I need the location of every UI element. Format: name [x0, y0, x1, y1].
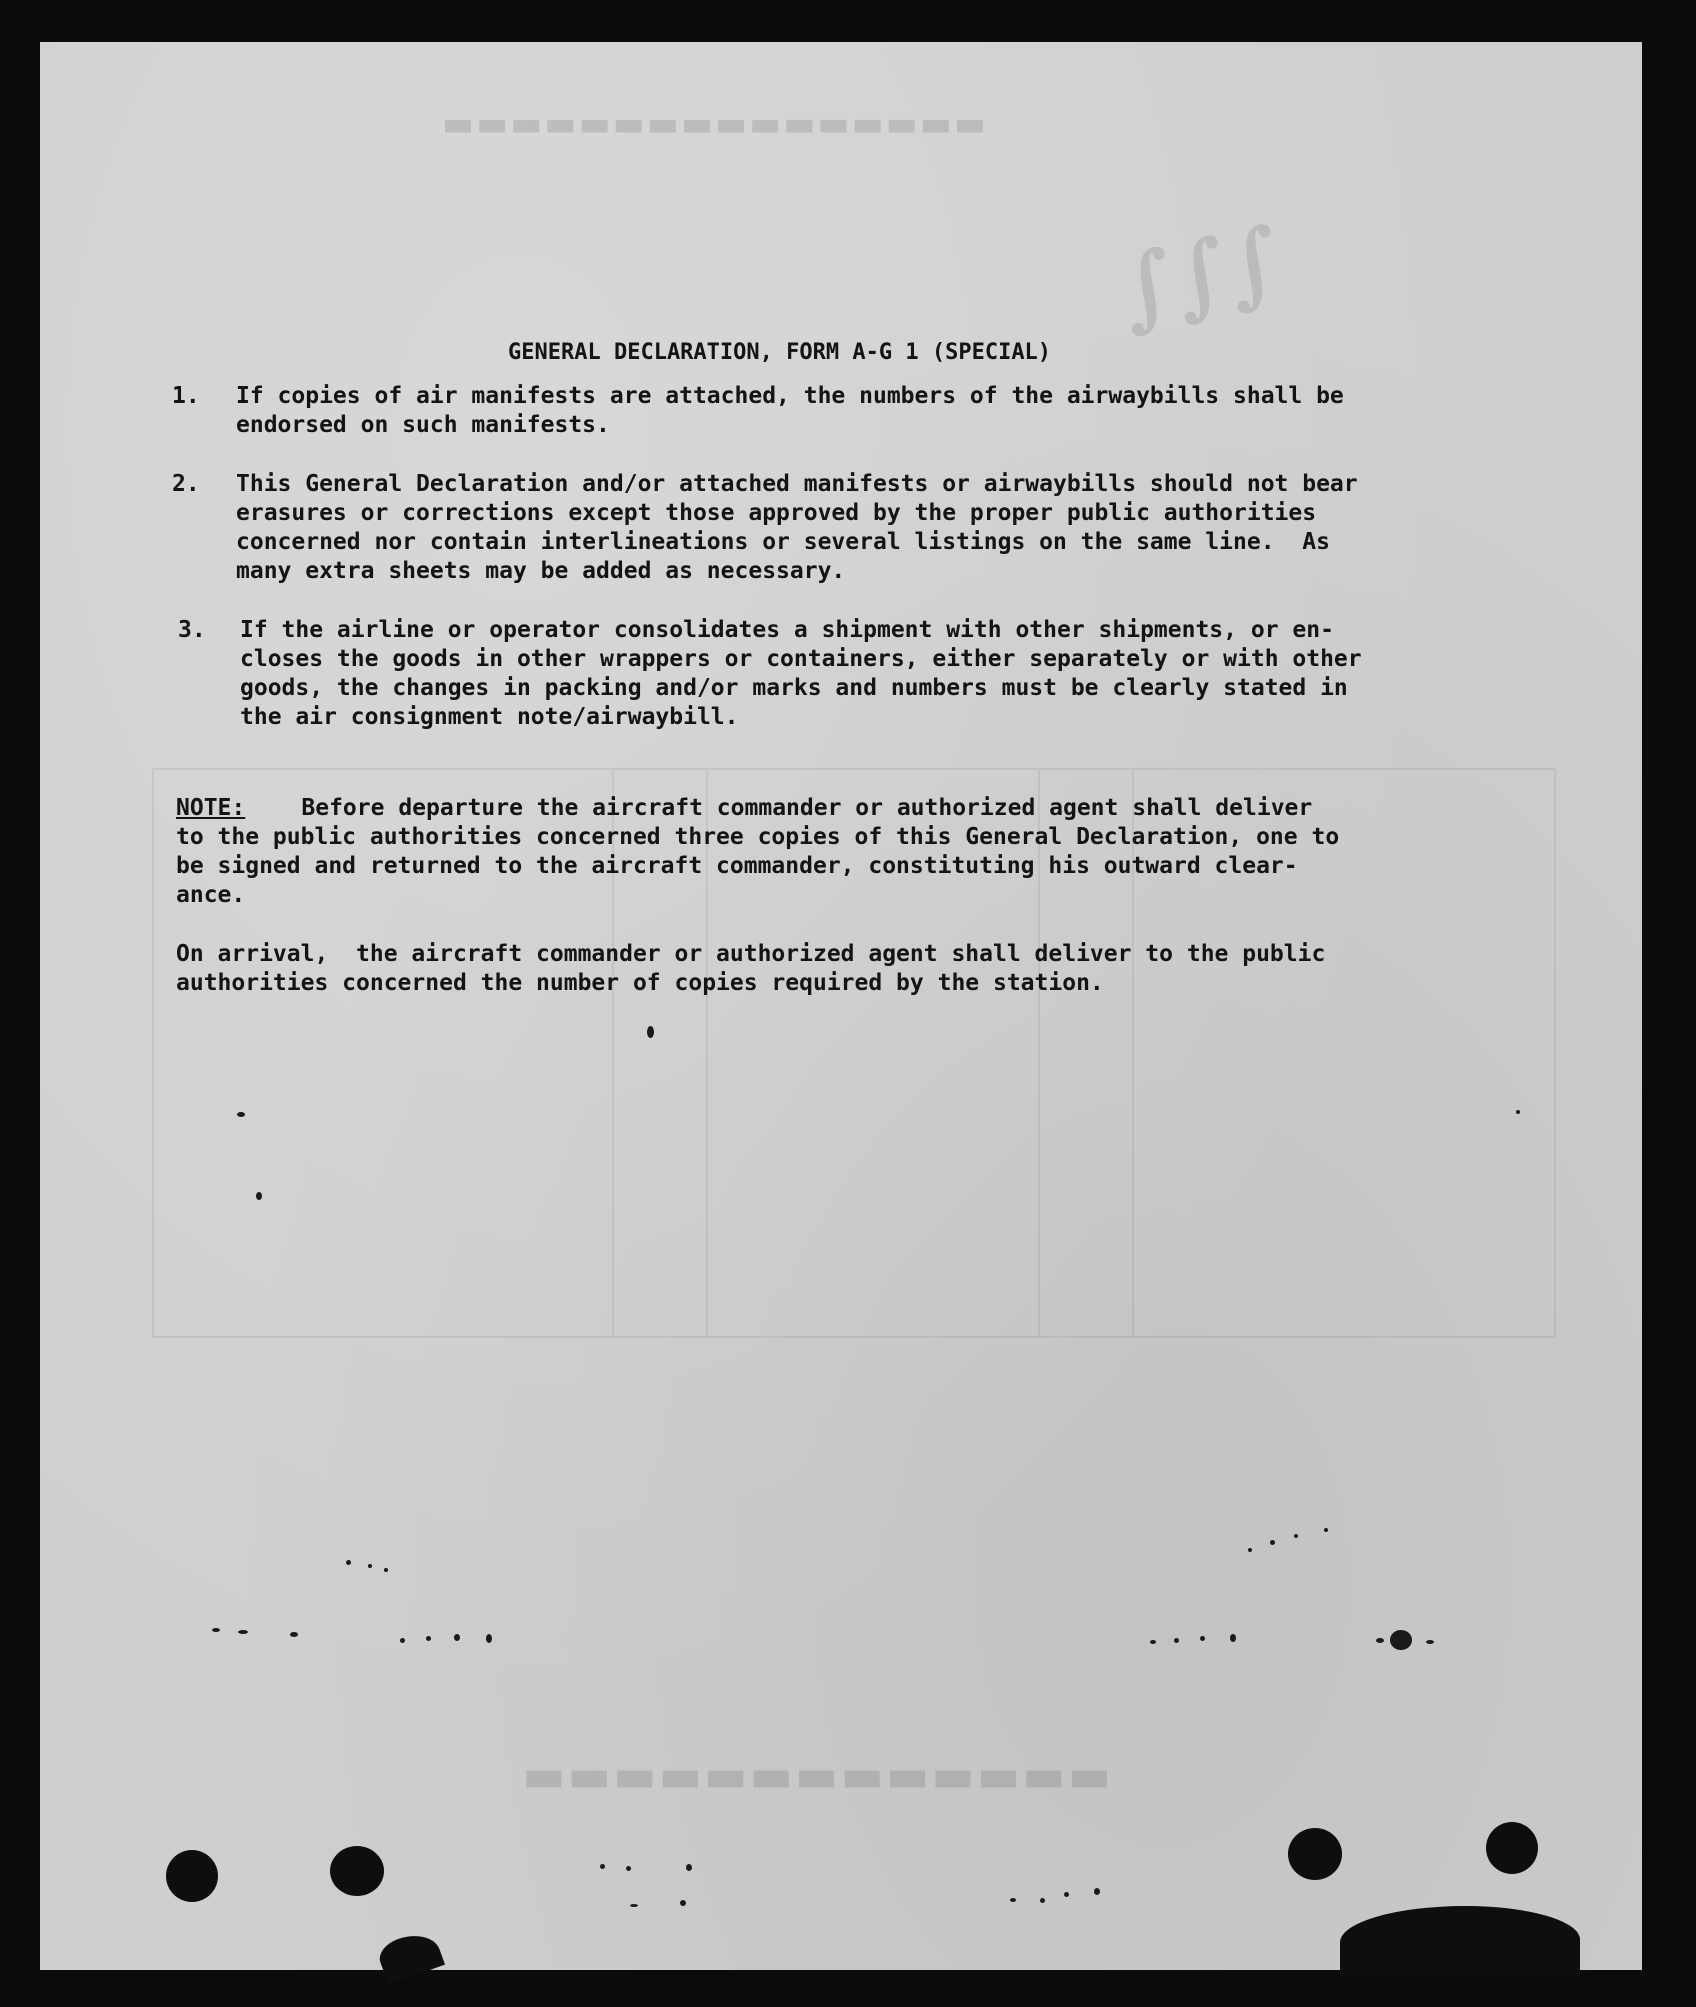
item-line: If the airline or operator consolidates a shipment with other shipments, or en- [240, 617, 1334, 643]
speck [1294, 1534, 1298, 1538]
speck [600, 1864, 605, 1869]
speck [486, 1634, 492, 1643]
note-line: Before departure the aircraft commander or authorized agent shall deliver [246, 795, 1313, 821]
item-line: many extra sheets may be added as necessary. [236, 558, 846, 584]
speck [1376, 1638, 1384, 1643]
speck [290, 1632, 298, 1637]
item-line: closes the goods in other wrappers or containers, either separately or with other [240, 646, 1362, 672]
speck [1248, 1548, 1252, 1552]
speck [237, 1112, 245, 1117]
item-number: 1. [172, 383, 200, 409]
speck [680, 1900, 686, 1906]
speck [1324, 1528, 1328, 1532]
show-through-heading: ▬▬▬▬▬▬▬▬▬▬▬▬▬▬▬▬ [440, 104, 986, 144]
item-line: This General Declaration and/or attached manifests or airwaybills should not bear [236, 471, 1358, 497]
torn-edge [375, 1927, 445, 1985]
item-number: 3. [178, 617, 206, 643]
item-number: 2. [172, 471, 200, 497]
note-label: NOTE: [176, 795, 246, 821]
speck [626, 1866, 631, 1871]
punch-hole [330, 1846, 384, 1896]
speck [400, 1638, 405, 1643]
speck [1040, 1898, 1045, 1903]
item-line: endorsed on such manifests. [236, 412, 610, 438]
speck [346, 1560, 351, 1565]
speck [238, 1630, 248, 1634]
item-line: concerned nor contain interlineations or several listings on the same line. As [236, 529, 1330, 555]
note-line: to the public authorities concerned three copies of this General Declaration, one to [176, 824, 1340, 850]
speck [454, 1634, 460, 1641]
speck [1150, 1640, 1156, 1644]
item-line: erasures or corrections except those approved by the proper public authorities [236, 500, 1317, 526]
speck [384, 1568, 388, 1572]
speck [368, 1564, 372, 1568]
arrival-line: authorities concerned the number of copies required by the station. [176, 970, 1104, 996]
speck [212, 1628, 220, 1632]
speck [1390, 1630, 1412, 1650]
speck [1270, 1540, 1275, 1545]
speck [1174, 1638, 1179, 1643]
speck [686, 1864, 692, 1871]
speck [1200, 1636, 1205, 1641]
speck [426, 1636, 431, 1641]
arrival-line: On arrival, the aircraft commander or authorized agent shall deliver to the public [176, 941, 1326, 967]
form-title: GENERAL DECLARATION, FORM A-G 1 (SPECIAL) [508, 340, 1052, 365]
punch-hole [1486, 1822, 1538, 1874]
speck [1516, 1110, 1520, 1114]
speck [1426, 1640, 1434, 1644]
punch-hole [166, 1850, 218, 1902]
document-page [40, 42, 1642, 1970]
item-line: goods, the changes in packing and/or marks and numbers must be clearly stated in [240, 675, 1348, 701]
note-line: be signed and returned to the aircraft commander, constituting his outward clear- [176, 853, 1298, 879]
speck [1094, 1888, 1100, 1895]
show-through-signature: ∫∫∫ [1110, 206, 1292, 344]
note-line: ance. [176, 882, 246, 908]
speck [256, 1192, 262, 1200]
torn-edge [1340, 1906, 1580, 1976]
show-through-banner: ▬▬▬▬▬▬▬▬▬▬▬▬▬ [520, 1748, 1112, 1802]
speck [1010, 1898, 1016, 1902]
speck [630, 1904, 638, 1907]
speck [647, 1026, 654, 1038]
item-line: If copies of air manifests are attached, the numbers of the airwaybills shall be [236, 383, 1344, 409]
item-line: the air consignment note/airwaybill. [240, 704, 739, 730]
speck [1230, 1634, 1236, 1642]
speck [1064, 1892, 1069, 1897]
punch-hole [1288, 1828, 1342, 1880]
